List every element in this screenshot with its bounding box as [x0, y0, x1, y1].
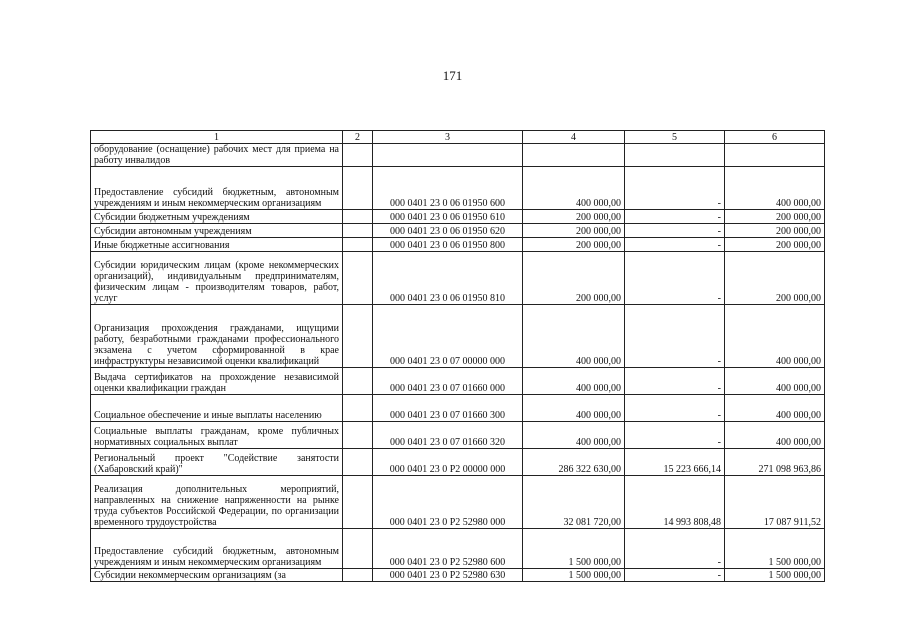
- table-row: [91, 368, 825, 395]
- table-row: [91, 305, 825, 368]
- row-name: Социальное обеспечение и иные выплаты населению: [91, 395, 343, 422]
- row-col4: 400 000,00: [523, 167, 625, 210]
- row-col5: -: [625, 422, 725, 449]
- row-col6: 271 098 963,86: [725, 449, 825, 476]
- row-code: 000 0401 23 0 07 00000 000: [373, 305, 523, 368]
- row-name: Выдача сертификатов на прохождение независимой оценки квалификации граждан: [91, 368, 343, 395]
- row-col2: [343, 144, 373, 167]
- row-code: 000 0401 23 0 P2 52980 600: [373, 529, 523, 569]
- row-col5: 15 223 666,14: [625, 449, 725, 476]
- table-header-row: [91, 131, 825, 144]
- row-name: Социальные выплаты гражданам, кроме публичных нормативных социальных выплат: [91, 422, 343, 449]
- row-col6: [725, 144, 825, 167]
- row-col4: 400 000,00: [523, 395, 625, 422]
- row-col4: 32 081 720,00: [523, 476, 625, 529]
- row-col6: 400 000,00: [725, 167, 825, 210]
- row-col5: -: [625, 224, 725, 238]
- row-col6: 200 000,00: [725, 252, 825, 305]
- row-code: 000 0401 23 0 06 01950 600: [373, 167, 523, 210]
- row-col4: 400 000,00: [523, 368, 625, 395]
- row-code: 000 0401 23 0 06 01950 620: [373, 224, 523, 238]
- row-code: 000 0401 23 0 07 01660 000: [373, 368, 523, 395]
- row-name: Субсидии некоммерческим организациям (за: [91, 569, 343, 582]
- row-name: оборудование (оснащение) рабочих мест для приема на работу инвалидов: [91, 144, 343, 167]
- row-col4: 400 000,00: [523, 422, 625, 449]
- budget-table: [90, 130, 825, 582]
- row-col4: 200 000,00: [523, 224, 625, 238]
- row-col2: [343, 167, 373, 210]
- row-name: Субсидии юридическим лицам (кроме некоммерческих организаций), индивидуальным предпринимателям, физическим лицам - производителям товаров, работ, услуг: [91, 252, 343, 305]
- row-col5: -: [625, 529, 725, 569]
- row-col6: 17 087 911,52: [725, 476, 825, 529]
- row-col2: [343, 252, 373, 305]
- row-col5: -: [625, 210, 725, 224]
- table-row: [91, 167, 825, 210]
- row-col4: 200 000,00: [523, 210, 625, 224]
- row-name: Иные бюджетные ассигнования: [91, 238, 343, 252]
- row-col5: -: [625, 305, 725, 368]
- column-header: 5: [625, 131, 725, 144]
- row-col2: [343, 238, 373, 252]
- row-col2: [343, 476, 373, 529]
- row-col4: 200 000,00: [523, 238, 625, 252]
- row-name: Субсидии автономным учреждениям: [91, 224, 343, 238]
- row-col6: 200 000,00: [725, 210, 825, 224]
- row-name: Реализация дополнительных мероприятий, направленных на снижение напряженности на рынке труда субъектов Российской Федерации, по организации временного трудоустройства: [91, 476, 343, 529]
- row-col2: [343, 395, 373, 422]
- row-name: Субсидии бюджетным учреждениям: [91, 210, 343, 224]
- table-row: [91, 144, 825, 167]
- row-name: Предоставление субсидий бюджетным, автономным учреждениям и иным некоммерческим организациям: [91, 167, 343, 210]
- row-col5: -: [625, 569, 725, 582]
- row-col2: [343, 529, 373, 569]
- row-col4: 286 322 630,00: [523, 449, 625, 476]
- row-col6: 1 500 000,00: [725, 529, 825, 569]
- row-col4: 400 000,00: [523, 305, 625, 368]
- row-col4: 200 000,00: [523, 252, 625, 305]
- table-row: [91, 449, 825, 476]
- row-name: Региональный проект "Содействие занятости (Хабаровский край)": [91, 449, 343, 476]
- row-col6: 400 000,00: [725, 305, 825, 368]
- column-header: 1: [91, 131, 343, 144]
- row-col2: [343, 305, 373, 368]
- table-row: [91, 422, 825, 449]
- table-row: [91, 529, 825, 569]
- row-col6: 1 500 000,00: [725, 569, 825, 582]
- row-col5: -: [625, 167, 725, 210]
- row-name: Организация прохождения гражданами, ищущими работу, безработными гражданами профессионального экзамена с учетом сформированной в крае инфраструктуры независимой оценки квалификаций: [91, 305, 343, 368]
- column-header: 4: [523, 131, 625, 144]
- column-header: 2: [343, 131, 373, 144]
- row-col2: [343, 224, 373, 238]
- row-col4: 1 500 000,00: [523, 569, 625, 582]
- row-col5: [625, 144, 725, 167]
- row-code: [373, 144, 523, 167]
- row-code: 000 0401 23 0 06 01950 610: [373, 210, 523, 224]
- row-col6: 200 000,00: [725, 238, 825, 252]
- row-col5: -: [625, 252, 725, 305]
- table-row: [91, 238, 825, 252]
- table-row: [91, 210, 825, 224]
- row-name: Предоставление субсидий бюджетным, автономным учреждениям и иным некоммерческим организациям: [91, 529, 343, 569]
- table-row: [91, 395, 825, 422]
- row-col6: 200 000,00: [725, 224, 825, 238]
- page-number: 171: [442, 68, 463, 83]
- table-row: [91, 252, 825, 305]
- row-code: 000 0401 23 0 06 01950 810: [373, 252, 523, 305]
- column-header: 3: [373, 131, 523, 144]
- row-col4: 1 500 000,00: [523, 529, 625, 569]
- row-col5: -: [625, 238, 725, 252]
- row-col2: [343, 422, 373, 449]
- row-col2: [343, 449, 373, 476]
- row-col6: 400 000,00: [725, 368, 825, 395]
- row-col6: 400 000,00: [725, 395, 825, 422]
- row-col4: [523, 144, 625, 167]
- table-row: [91, 476, 825, 529]
- row-col2: [343, 569, 373, 582]
- row-code: 000 0401 23 0 P2 00000 000: [373, 449, 523, 476]
- row-code: 000 0401 23 0 06 01950 800: [373, 238, 523, 252]
- row-code: 000 0401 23 0 P2 52980 000: [373, 476, 523, 529]
- row-col2: [343, 210, 373, 224]
- column-header: 6: [725, 131, 825, 144]
- row-col2: [343, 368, 373, 395]
- table-row: [91, 569, 825, 582]
- row-col5: -: [625, 368, 725, 395]
- row-col5: -: [625, 395, 725, 422]
- row-code: 000 0401 23 0 P2 52980 630: [373, 569, 523, 582]
- row-code: 000 0401 23 0 07 01660 320: [373, 422, 523, 449]
- row-col5: 14 993 808,48: [625, 476, 725, 529]
- row-code: 000 0401 23 0 07 01660 300: [373, 395, 523, 422]
- row-col6: 400 000,00: [725, 422, 825, 449]
- table-row: [91, 224, 825, 238]
